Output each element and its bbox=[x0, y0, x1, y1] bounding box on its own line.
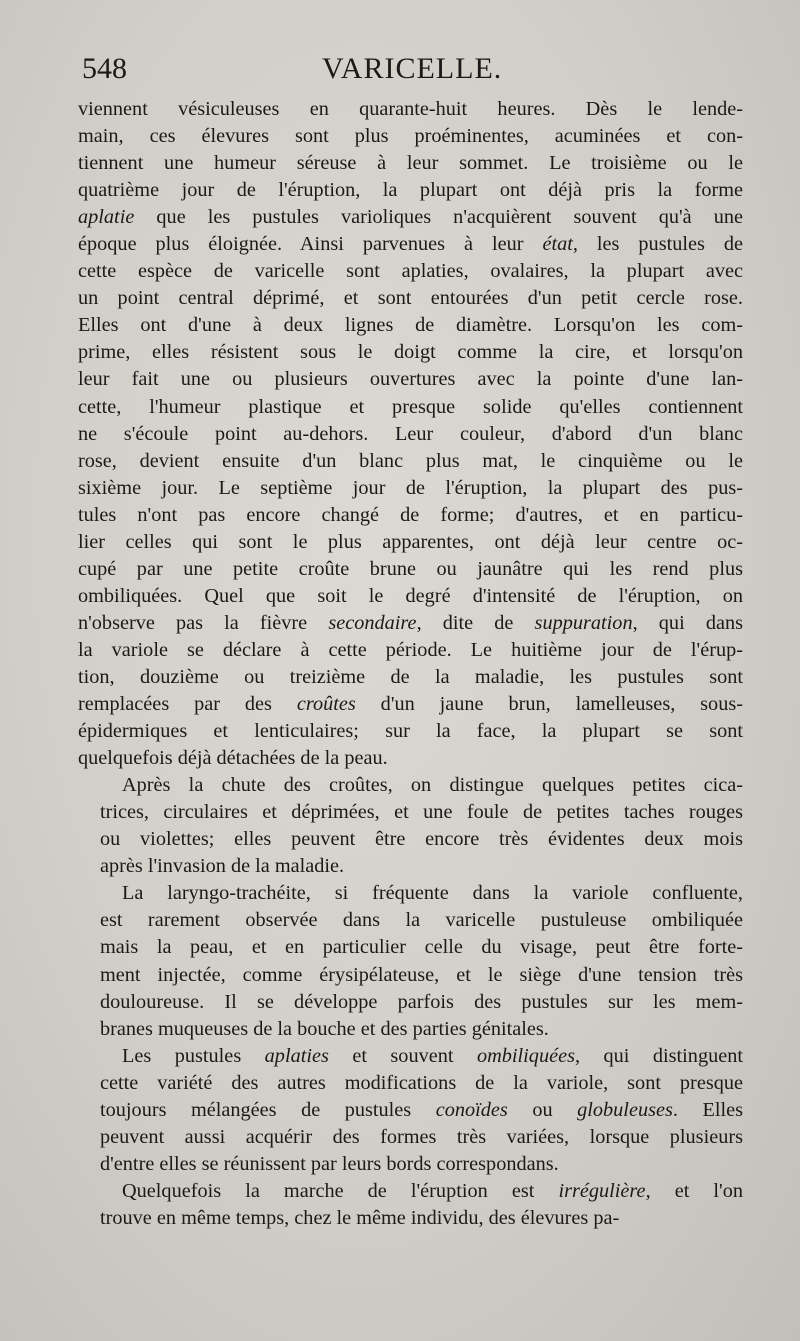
text-line: Après la chute des croûtes, on distingue quelques petites cica- bbox=[122, 774, 743, 797]
text-line: main, ces élevures sont plus proéminentes, acuminées et con- bbox=[78, 125, 743, 148]
italic-term: aplatie bbox=[78, 206, 135, 229]
text-line: peuvent aussi acquérir des formes très variées, lorsque plusieurs bbox=[100, 1125, 743, 1148]
text-line: quelquefois déjà détachées de la peau. bbox=[78, 747, 388, 770]
text-line: la variole se déclare à cette période. Le huitième jour de l'érup- bbox=[78, 638, 743, 661]
text-line: aplatie que les pustules varioliques n'acquièrent souvent qu'à une bbox=[78, 206, 743, 229]
text-line: remplacées par des croûtes d'un jaune brun, lamelleuses, sous- bbox=[78, 693, 743, 716]
text-line: Quelquefois la marche de l'éruption est irrégulière, et l'on bbox=[122, 1179, 743, 1202]
text-line: Les pustules aplaties et souvent ombiliquées, qui distinguent bbox=[122, 1044, 743, 1067]
text-line: tiennent une humeur séreuse à leur sommet. Le troisième ou le bbox=[78, 152, 743, 175]
running-title: VARICELLE. bbox=[322, 52, 503, 85]
text-line: tion, douzième ou treizième de la maladie, les pustules sont bbox=[78, 665, 743, 688]
text-line: Elles ont d'une à deux lignes de diamètre. Lorsqu'on les com- bbox=[78, 314, 743, 337]
page-number: 548 bbox=[82, 52, 127, 85]
text-line: cette espèce de varicelle sont aplaties, ovalaires, la plupart avec bbox=[78, 260, 743, 283]
text-line: toujours mélangées de pustules conoïdes ou globuleuses. Elles bbox=[100, 1098, 744, 1121]
text-line: ment injectée, comme érysipélateuse, et le siège d'une tension très bbox=[100, 963, 743, 986]
text-line: ne s'écoule point au-dehors. Leur couleur, d'abord d'un blanc bbox=[78, 422, 743, 445]
text-line: sixième jour. Le septième jour de l'éruption, la plupart des pus- bbox=[78, 476, 743, 499]
text-line: époque plus éloignée. Ainsi parvenues à leur état, les pustules de bbox=[78, 233, 743, 256]
text-line: prime, elles résistent sous le doigt comme la cire, et lorsqu'on bbox=[78, 341, 743, 364]
text-line: n'observe pas la fièvre secondaire, dite de suppuration, qui dans bbox=[78, 611, 743, 634]
italic-term: conoïdes bbox=[435, 1098, 508, 1121]
text-line: après l'invasion de la maladie. bbox=[100, 855, 345, 878]
paragraph bbox=[78, 1043, 743, 1178]
text-line: branes muqueuses de la bouche et des parties génitales. bbox=[100, 1017, 549, 1040]
text-line: ou violettes; elles peuvent être encore très évidentes deux mois bbox=[100, 828, 743, 851]
text-line: cette, l'humeur plastique et presque solide qu'elles contiennent bbox=[78, 395, 743, 418]
text-line: trices, circulaires et déprimées, et une foule de petites taches rouges bbox=[100, 801, 743, 824]
text-line: trouve en même temps, chez le même individu, des élevures pa- bbox=[100, 1206, 620, 1229]
italic-term: globuleuses bbox=[577, 1098, 673, 1121]
paragraph bbox=[78, 880, 743, 1042]
paragraph bbox=[78, 1178, 743, 1232]
text-line: tules n'ont pas encore changé de forme; d'autres, et en particu- bbox=[78, 503, 743, 526]
italic-term: aplaties bbox=[264, 1044, 329, 1067]
italic-term: secondaire bbox=[328, 611, 417, 634]
text-line: cupé par une petite croûte brune ou jaunâtre qui les rend plus bbox=[78, 557, 743, 580]
page-header bbox=[82, 52, 742, 92]
text-line: mais la peau, et en particulier celle du visage, peut être forte- bbox=[100, 936, 743, 959]
body-text bbox=[78, 96, 743, 1232]
italic-term: ombiliquées bbox=[476, 1044, 575, 1067]
text-line: cette variété des autres modifications de la variole, sont presque bbox=[100, 1071, 743, 1094]
text-line: quatrième jour de l'éruption, la plupart ont déjà pris la forme bbox=[78, 179, 743, 202]
text-line: épidermiques et lenticulaires; sur la face, la plupart se sont bbox=[78, 720, 743, 743]
text-line: un point central déprimé, et sont entourées d'un petit cercle rose. bbox=[78, 287, 743, 310]
text-line: lier celles qui sont le plus apparentes, ont déjà leur centre oc- bbox=[78, 530, 743, 553]
text-line: d'entre elles se réunissent par leurs bords correspondans. bbox=[100, 1152, 559, 1175]
text-line: douloureuse. Il se développe parfois des pustules sur les mem- bbox=[100, 990, 743, 1013]
text-line: rose, devient ensuite d'un blanc plus mat, le cinquième ou le bbox=[78, 449, 743, 472]
paragraph bbox=[78, 772, 743, 880]
italic-term: irrégulière bbox=[558, 1179, 646, 1202]
paragraph bbox=[78, 96, 743, 772]
text-line: ombiliquées. Quel que soit le degré d'intensité de l'éruption, on bbox=[78, 584, 743, 607]
italic-term: croûtes bbox=[296, 693, 356, 716]
italic-term: état bbox=[542, 233, 573, 256]
italic-term: suppuration bbox=[534, 611, 633, 634]
text-line: est rarement observée dans la varicelle pustuleuse ombiliquée bbox=[100, 909, 743, 932]
text-line: La laryngo-trachéite, si fréquente dans la variole confluente, bbox=[122, 882, 743, 905]
text-line: leur fait une ou plusieurs ouvertures avec la pointe d'une lan- bbox=[78, 368, 743, 391]
text-line: viennent vésiculeuses en quarante-huit heures. Dès le lende- bbox=[78, 98, 743, 120]
